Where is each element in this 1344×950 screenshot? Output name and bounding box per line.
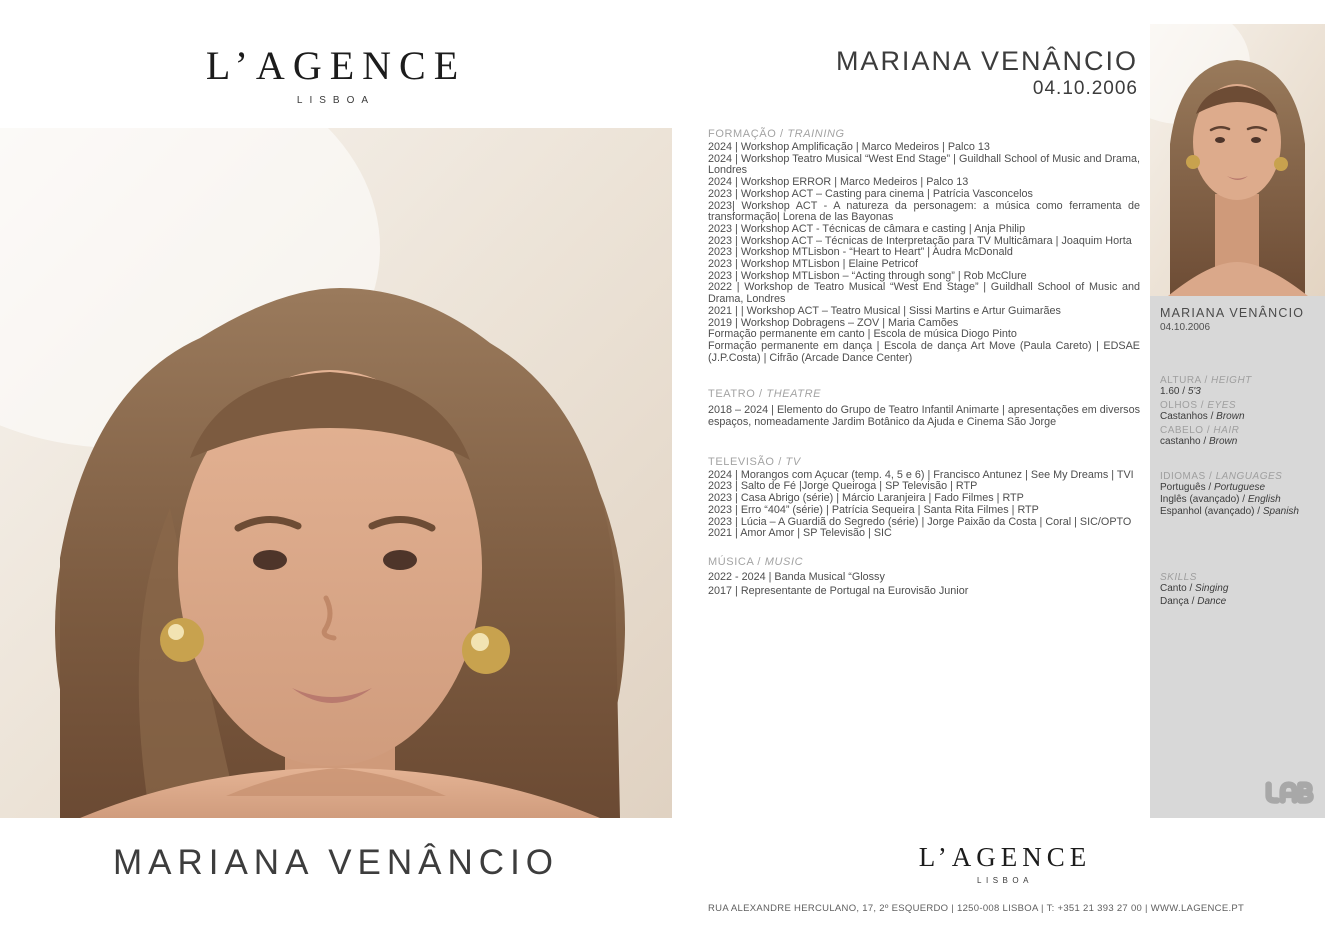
cv-entry: 2023 | Lúcia – A Guardiã do Segredo (série) | Jorge Paixão da Costa | Coral | SIC/OPTO	[708, 515, 1132, 528]
cv-entry: 2019 | Workshop Dobragens – ZOV | Maria Camões	[708, 316, 959, 329]
language-en: Spanish	[1262, 506, 1299, 517]
hair-label	[1160, 425, 1313, 436]
hair-label-pt: CABELO /	[1160, 425, 1211, 436]
section-label-pt: MÚSICA /	[708, 555, 762, 568]
section-theatre	[708, 388, 1140, 428]
sidebar-skills	[1160, 572, 1313, 607]
cv-entry: 2023 | Workshop MTLisbon - “Heart to Heart” | Audra McDonald	[708, 246, 1013, 259]
sidebar-portrait-photo	[1150, 24, 1325, 296]
eyes-label	[1160, 400, 1313, 411]
hair-label-en: HAIR	[1213, 425, 1240, 436]
skill-pt: Dança /	[1160, 596, 1195, 607]
cv-entry: 2021 | | Workshop ACT – Teatro Musical | Sissi Martins e Artur Guimarães	[708, 304, 1061, 317]
agency-logo-top	[113, 42, 559, 106]
skill-item	[1160, 583, 1313, 594]
skill-en: Dance	[1197, 596, 1227, 607]
language-item	[1160, 494, 1313, 505]
language-en: English	[1247, 494, 1281, 505]
languages-label-en: LANGUAGES	[1215, 471, 1283, 482]
language-item	[1160, 482, 1313, 493]
portrait-illustration	[0, 128, 672, 818]
cv-entry: Formação permanente em dança | Escola de dança Art Move (Paula Careto) | EDSAE (J.P.Costa) | Cifrão (Arcade Dance Center)	[708, 339, 1140, 364]
sidebar-info-panel	[1150, 296, 1325, 818]
language-en: Portuguese	[1213, 482, 1266, 493]
cv-entry: 2023 | Workshop MTLisbon – “Acting through song” | Rob McClure	[708, 269, 1027, 282]
section-music	[708, 556, 1140, 598]
cv-entry: 2024 | Workshop Teatro Musical “West End Stage” | Guildhall School of Music and Drama, Londres	[708, 152, 1140, 177]
height-label-en: HEIGHT	[1211, 375, 1252, 386]
section-music-header	[708, 556, 1140, 568]
height-label-pt: ALTURA /	[1160, 375, 1208, 386]
height-value	[1160, 386, 1313, 397]
cv-entry: 2024 | Workshop ERROR | Marco Medeiros | Palco 13	[708, 176, 969, 189]
section-tv	[708, 456, 1140, 540]
sidebar-languages	[1160, 471, 1313, 517]
eyes-label-en: EYES	[1207, 400, 1237, 411]
talent-title-block	[708, 46, 1138, 100]
section-label-pt: FORMAÇÃO /	[708, 128, 784, 140]
cv-entry: 2018 – 2024 | Elemento do Grupo de Teatro Infantil Animarte | apresentações em diversos espaços, nomeadamente Jardim Botânico da Ajuda e Cinema São Jorge	[708, 404, 1140, 429]
height-value-pt: 1.60 /	[1160, 386, 1186, 397]
skills-label: SKILLS	[1160, 572, 1197, 583]
hair-value-pt: castanho /	[1160, 436, 1207, 447]
lab-logo-icon	[1263, 780, 1319, 806]
section-training	[708, 128, 1140, 364]
cv-entry: 2023 | Salto de Fé |Jorge Queiroga | SP Televisão | RTP	[708, 480, 978, 493]
talent-name: MARIANA VENÂNCIO	[835, 46, 1138, 76]
cv-entry: 2017 | Representante de Portugal na Eurovisão Junior	[708, 584, 969, 597]
agency-address: RUA ALEXANDRE HERCULANO, 17, 2º ESQUERDO | 1250-008 LISBOA | T: +351 21 393 27 00 | WWW.LAGENCE.PT	[708, 903, 1245, 914]
section-tv-header	[708, 456, 1140, 468]
hair-value	[1160, 436, 1313, 447]
eyes-label-pt: OLHOS /	[1160, 400, 1205, 411]
cv-entry: 2022 - 2024 | Banda Musical “Glossy	[708, 570, 885, 583]
cv-entry: 2024 | Morangos com Açucar (temp. 4, 5 e 6) | Francisco Antunez | See My Dreams | TVI	[708, 468, 1134, 481]
sidebar-talent-birthdate: 04.10.2006	[1160, 322, 1211, 333]
eyes-value	[1160, 411, 1313, 422]
eyes-value-en: Brown	[1216, 411, 1245, 422]
language-pt: Inglês (avançado) /	[1160, 494, 1246, 505]
section-label-pt: TELEVISÃO /	[708, 455, 782, 468]
section-training-header	[708, 128, 1140, 140]
eyes-value-pt: Castanhos /	[1160, 411, 1214, 422]
section-label-en: THEATRE	[766, 388, 822, 401]
portrait-thumbnail-illustration	[1150, 24, 1325, 296]
cv-entry: 2023 | Workshop ACT - Técnicas de câmara e casting | Anja Philip	[708, 222, 1026, 235]
cv-entry: 2024 | Workshop Amplificação | Marco Medeiros | Palco 13	[708, 141, 990, 153]
talent-birthdate: 04.10.2006	[1032, 78, 1138, 99]
cv-entry: 2022 | Workshop de Teatro Musical “West End Stage” | Guildhall School of Music and Drama, Londres	[708, 281, 1140, 306]
sidebar-attributes	[1160, 375, 1313, 447]
section-theatre-header	[708, 388, 1140, 400]
cv-entry: 2023 | Workshop MTLisbon | Elaine Petricof	[708, 258, 919, 271]
cv-entry: Formação permanente em canto | Escola de música Diogo Pinto	[708, 328, 1017, 341]
skill-pt: Canto /	[1160, 583, 1193, 594]
cv-entry: 2023 | Casa Abrigo (série) | Márcio Laranjeira | Fado Filmes | RTP	[708, 492, 1024, 505]
section-label-en: MUSIC	[764, 555, 804, 568]
hair-value-en: Brown	[1208, 436, 1238, 447]
agency-wordmark: L’AGENCE	[205, 43, 467, 88]
agency-wordmark: L’AGENCE	[918, 842, 1092, 872]
languages-label-pt: IDIOMAS /	[1160, 471, 1213, 482]
cv-entry: 2023 | Erro “404” (série) | Patrícia Sequeira | Santa Rita Filmes | RTP	[708, 503, 1039, 516]
language-pt: Português /	[1160, 482, 1212, 493]
cv-entry: 2023| Workshop ACT - A natureza da personagem: a música como ferramenta de transformação| Lorena de las Bayonas	[708, 199, 1140, 224]
height-label	[1160, 375, 1313, 386]
section-label-en: TRAINING	[787, 128, 845, 140]
cv-column	[708, 128, 1140, 622]
cv-entry: 2023 | Workshop ACT – Casting para cinema | Patrícia Vasconcelos	[708, 187, 1033, 200]
agency-city-label: LISBOA	[977, 876, 1033, 885]
skill-en: Singing	[1195, 583, 1229, 594]
section-label-en: TV	[785, 455, 801, 468]
height-value-en: 5'3	[1187, 386, 1201, 397]
main-portrait-photo	[0, 128, 672, 818]
cv-entry: 2021 | Amor Amor | SP Televisão | SIC	[708, 527, 892, 540]
main-photo-caption: MARIANA VENÂNCIO	[112, 843, 560, 882]
language-item	[1160, 506, 1313, 517]
skill-item	[1160, 596, 1313, 607]
agency-city-label: LISBOA	[296, 95, 376, 106]
cv-entry: 2023 | Workshop ACT – Técnicas de Interpretação para TV Multicâmara | Joaquim Horta	[708, 234, 1132, 247]
sidebar-talent-name: MARIANA VENÂNCIO	[1160, 306, 1305, 320]
agency-logo-footer	[870, 842, 1140, 885]
section-label-pt: TEATRO /	[708, 388, 763, 401]
language-pt: Espanhol (avançado) /	[1160, 506, 1261, 517]
languages-label	[1160, 471, 1313, 482]
